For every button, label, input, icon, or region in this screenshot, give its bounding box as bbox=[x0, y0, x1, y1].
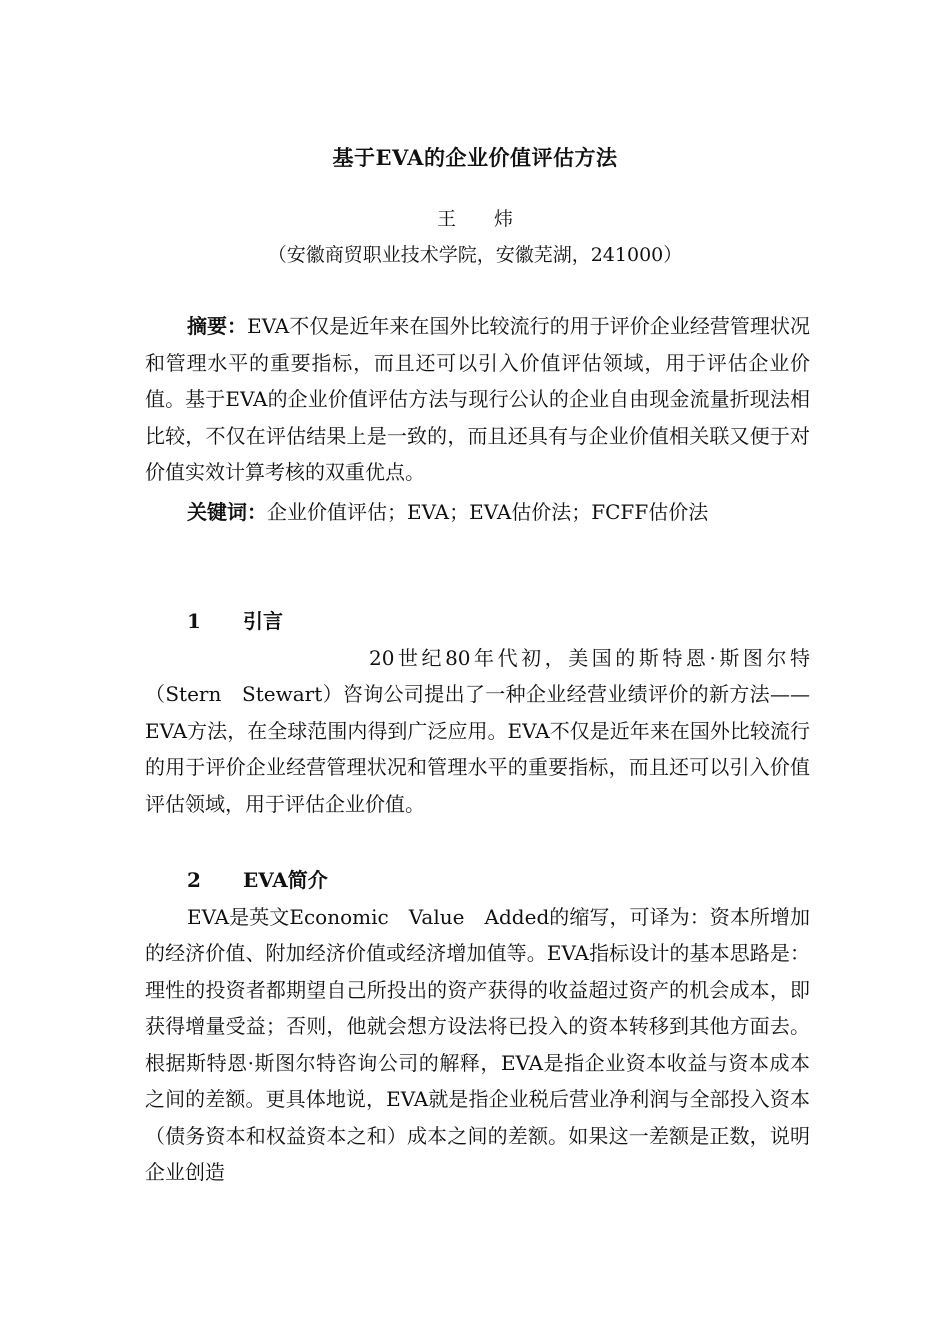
abstract bbox=[145, 308, 810, 491]
keywords bbox=[145, 494, 810, 531]
section-heading bbox=[145, 862, 810, 899]
keywords-label: 关键词： bbox=[187, 500, 267, 524]
section-number: 2 bbox=[187, 868, 201, 892]
section-introduction bbox=[145, 603, 810, 822]
section-paragraph: EVA是英文Economic Value Added的缩写，可译为：资本所增加的经济价值、附加经济价值或经济增加值等。EVA指标设计的基本思路是：理性的投资者都期望自己所投出的资产获得的收益超过资产的机会成本，即获得增量受益；否则，他就会想方设法将已投入的资本转移到其他方面去。根据斯特恩·斯图尔特咨询公司的解释，EVA是指企业资本收益与资本成本之间的差额。更具体地说，EVA就是指企业税后营业净利润与全部投入资本（债务资本和权益资本之和）成本之间的差额。如果这一差额是正数，说明企业创造 bbox=[145, 904, 810, 1184]
section-title: EVA简介 bbox=[243, 868, 328, 892]
section-heading bbox=[145, 603, 810, 640]
section-eva-overview bbox=[145, 862, 810, 1191]
abstract-label: 摘要： bbox=[187, 314, 248, 338]
paper-title: 基于EVA的企业价值评估方法 bbox=[332, 145, 618, 170]
keywords-text: 企业价值评估；EVA；EVA估价法；FCFF估价法 bbox=[267, 500, 709, 524]
abstract-text: EVA不仅是近年来在国外比较流行的用于评价企业经营管理状况和管理水平的重要指标，而且还可以引入价值评估领域，用于评估企业价值。基于EVA的企业价值评估方法与现行公认的企业自由现金流量折现法相比较，不仅在评估结果上是一致的，而且还具有与企业价值相关联又便于对价值实效计算考核的双重优点。 bbox=[145, 314, 810, 484]
author-name: 王 炜 bbox=[436, 208, 513, 230]
section-number: 1 bbox=[187, 609, 201, 633]
section-paragraph: 20世纪80年代初，美国的斯特恩·斯图尔特（Stern Stewart）咨询公司提出了一种企业经营业绩评价的新方法——EVA方法，在全球范围内得到广泛应用。EVA不仅是近年来在国外比较流行的用于评价企业经营管理状况和管理水平的重要指标，而且还可以引入价值评估领域，用于评估企业价值。 bbox=[145, 645, 810, 816]
abstract-paragraph bbox=[145, 308, 810, 491]
section-title: 引言 bbox=[243, 609, 283, 633]
keywords-paragraph bbox=[145, 494, 810, 531]
author-affiliation: （安徽商贸职业技术学院，安徽芜湖，241000） bbox=[267, 244, 683, 266]
